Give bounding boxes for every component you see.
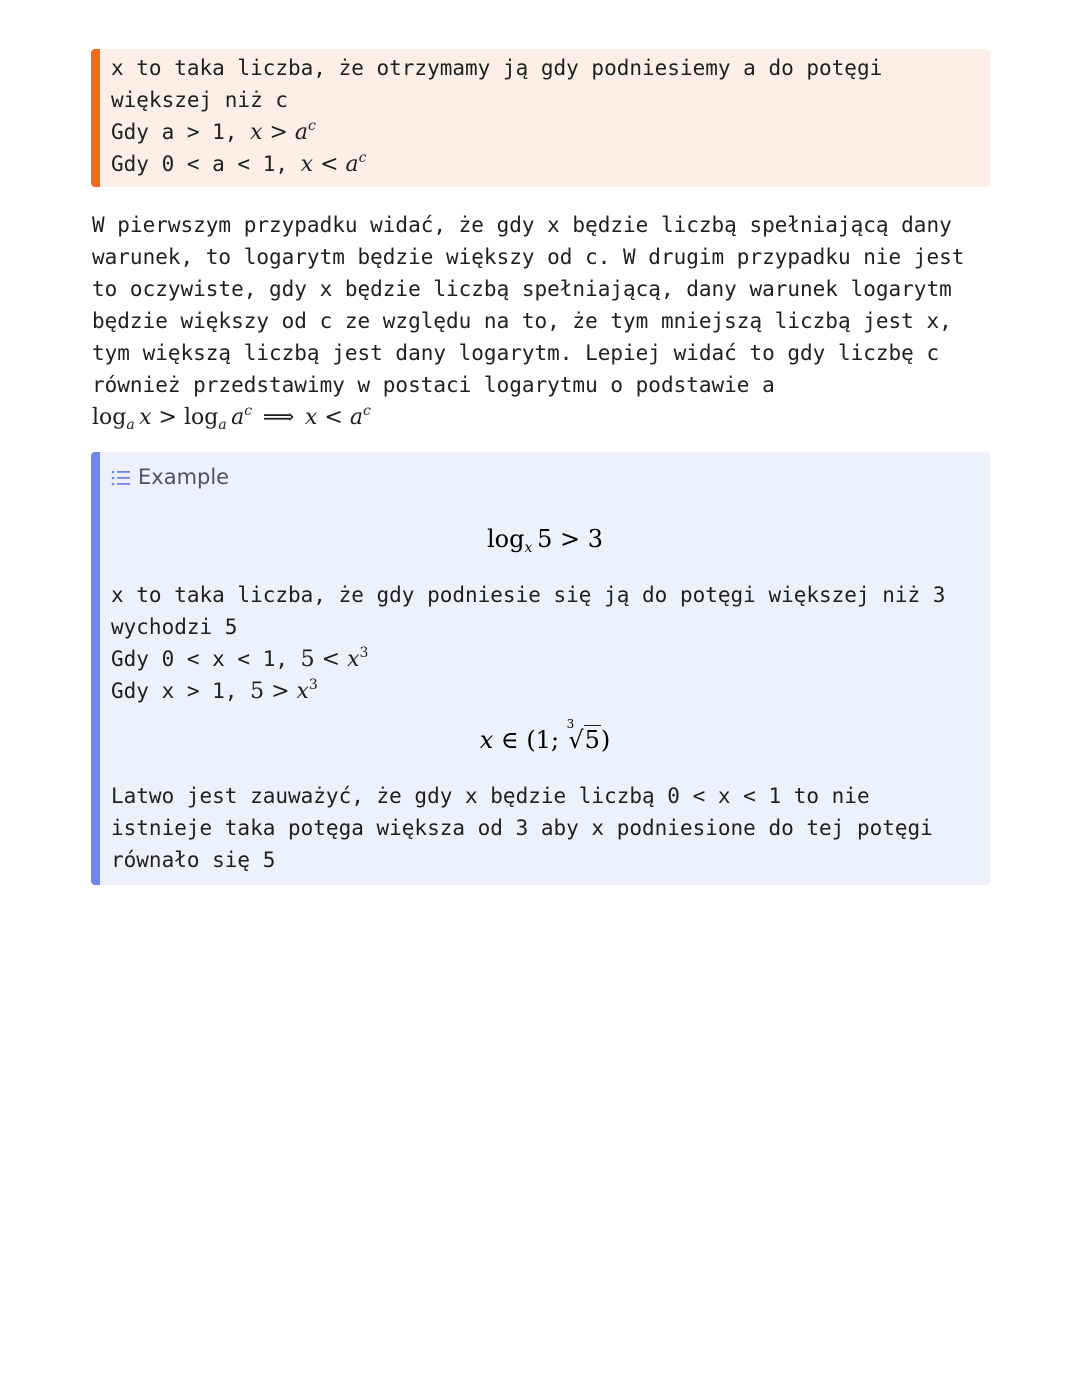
condition-callout — [91, 49, 990, 187]
case-label: Gdy 0 < a < 1, — [111, 152, 301, 176]
example-title — [111, 464, 229, 490]
paragraph-line: również przedstawimy w postaci logarytmu o podstawie a — [92, 373, 775, 397]
example-text-line: x to taka liczba, że gdy podniesie się ją do potęgi większej niż 3 — [111, 583, 946, 607]
case-label: Gdy x > 1, — [111, 679, 251, 703]
case-label: Gdy 0 < x < 1, — [111, 647, 301, 671]
case-x-between-0-1 — [111, 643, 945, 675]
paragraph-line: to oczywiste, gdy x będzie liczbą spełniającą, dany warunek logarytm — [92, 277, 952, 301]
list-icon — [111, 467, 131, 493]
log-comparison-formula: $\log_a x > \log_a a^c$ ⟹ $x < a^c$ — [92, 403, 371, 433]
root-radicand: 5 — [584, 726, 600, 754]
example-conclusion — [111, 780, 933, 876]
solution-interval: x ∈ (1; $^3$√5) — [479, 717, 611, 754]
interval-open: (1; — [526, 726, 567, 754]
formula-x-lt-a-c: $x < a^c$ — [300, 150, 367, 177]
conclusion-line: Latwo jest zauważyć, że gdy x będzie liczbą 0 < x < 1 to nie — [111, 784, 870, 808]
example-text-line: wychodzi 5 — [111, 615, 238, 639]
callout-accent-bar — [91, 452, 100, 885]
callout-accent-bar — [91, 49, 100, 187]
condition-callout-content — [111, 52, 882, 180]
case-a-greater-1 — [111, 116, 882, 148]
conclusion-line: istnieje taka potęga większa od 3 aby x podniesione do tej potęgi — [111, 816, 933, 840]
example-text — [111, 579, 945, 707]
case-x-greater-1 — [111, 675, 945, 707]
interval-close: ) — [600, 726, 611, 754]
callout-text-line: x to taka liczba, że otrzymamy ją gdy podniesiemy a do potęgi — [111, 56, 883, 80]
example-inequality: $\log_x 5 > 3$ — [486, 525, 604, 556]
example-callout — [91, 452, 990, 885]
cube-root: $^3$√5 — [566, 717, 600, 754]
formula-5-gt-x3: $5 > x^3$ — [250, 677, 318, 704]
formula-x-gt-a-c: $x > a^c$ — [250, 118, 316, 145]
paragraph-line: warunek, to logarytm będzie większy od c. W drugim przypadku nie jest — [92, 245, 965, 269]
explanation-paragraph — [92, 209, 992, 435]
root-index: 3 — [566, 717, 575, 731]
paragraph-line: W pierwszym przypadku widać, że gdy x będzie liczbą spełniającą dany — [92, 213, 952, 237]
callout-text-line: większej niż c — [111, 88, 289, 112]
paragraph-line: będzie większy od c ze względu na to, że tym mniejszą liczbą jest x, — [92, 309, 952, 333]
case-a-between-0-1 — [111, 148, 882, 180]
paragraph-line: tym większą liczbą jest dany logarytm. Lepiej widać to gdy liczbę c — [92, 341, 940, 365]
case-label: Gdy a > 1, — [111, 120, 251, 144]
conclusion-line: równało się 5 — [111, 848, 276, 872]
example-title-label: Example — [138, 465, 230, 489]
formula-5-lt-x3: $5 < x^3$ — [300, 645, 369, 672]
